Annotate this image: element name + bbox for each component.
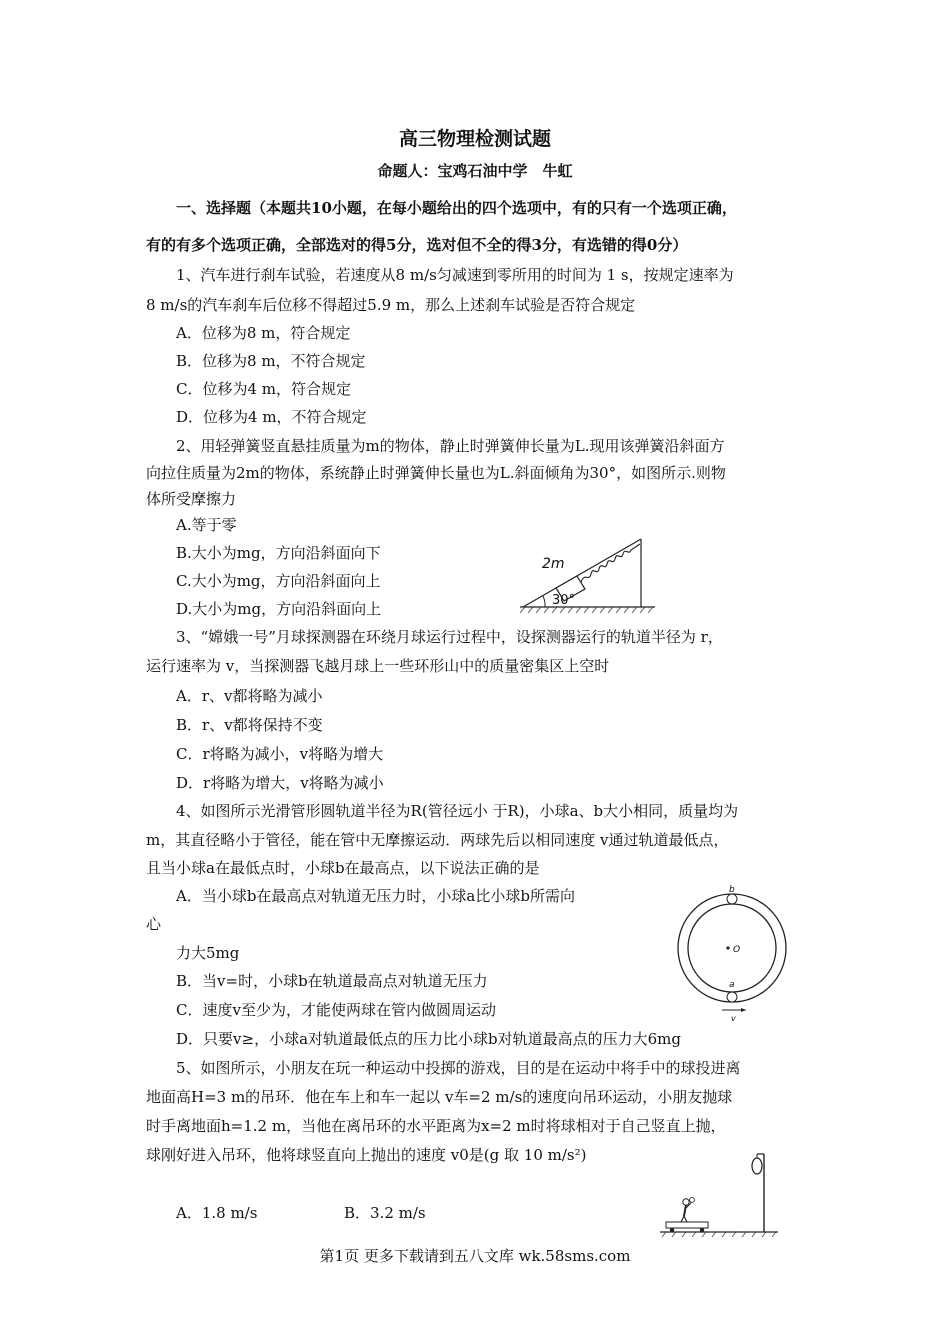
q1-stem-line1: 1、汽车进行刹车试验，若速度从8 m/s匀减速到零所用的时间为 1 s，按规定速率为 [176,266,734,284]
q3-option-a: A．r、v都将略为减小 [176,687,323,705]
q2-option-d: D.大小为mg，方向沿斜面向上 [176,600,382,618]
q2-option-c: C.大小为mg，方向沿斜面向上 [176,572,381,590]
q1-option-c: C．位移为4 m，符合规定 [176,380,352,398]
incline-mass-label: 2m [542,556,565,572]
q4-stem-line3: 且当小球a在最低点时，小球b在最高点，以下说法正确的是 [146,859,540,877]
page-title: 高三物理检测试题 [398,128,551,150]
q4-option-d: D．只要v≥，小球a对轨道最低点的压力比小球b对轨道最高点的压力大6mg [176,1030,681,1048]
q2-stem-line1: 2、用轻弹簧竖直悬挂质量为m的物体，静止时弹簧伸长量为L.现用该弹簧沿斜面方 [176,437,725,455]
q2-stem-line3: 体所受摩擦力 [146,490,237,508]
q2-option-a: A.等于零 [176,516,237,534]
q1-option-a: A．位移为8 m，符合规定 [176,324,351,342]
q3-option-d: D．r将略为增大，v将略为减小 [176,774,384,792]
circular-track-figure [670,883,795,1023]
q5-option-a: A．1.8 m/s [176,1204,258,1222]
q4-option-c: C．速度v至少为，才能使两球在管内做圆周运动 [176,1001,496,1019]
q4-stem-line2: m，其直径略小于管径，能在管中无摩擦运动．两球先后以相同速度 v通过轨道最低点， [146,831,729,849]
track-top-label: b [729,885,735,895]
track-bottom-label: a [729,980,735,990]
q4-option-a-line1: A．当小球b在最高点对轨道无压力时，小球a比小球b所需向 [176,887,575,905]
q2-option-b: B.大小为mg，方向沿斜面向下 [176,544,381,562]
q4-option-a-line3: 力大5mg [176,944,240,962]
q1-stem-line2: 8 m/s的汽车刹车后位移不得超过5.9 m，那么上述刹车试验是否符合规定 [146,296,636,314]
q5-stem-line1: 5、如图所示，小朋友在玩一种运动中投掷的游戏，目的是在运动中将手中的球投进离 [176,1059,741,1077]
q4-option-a-line2: 心 [146,915,162,933]
q1-option-d: D．位移为4 m，不符合规定 [176,408,367,426]
hoop-toss-figure [660,1146,780,1238]
q3-option-c: C．r将略为减小，v将略为增大 [176,745,384,763]
q2-stem-line2: 向拉住质量为2m的物体，系统静止时弹簧伸长量也为L.斜面倾角为30°，如图所示.则物 [146,464,726,482]
track-velocity-label: v [731,1014,736,1023]
q3-stem-line1: 3、“嫦娥一号”月球探测器在环绕月球运行过程中，设探测器运行的轨道半径为 r， [176,628,723,646]
section-heading-line1: 一、选择题（本题共10小题，在每小题给出的四个选项中，有的只有一个选项正确， [176,199,737,217]
q4-option-b: B．当v=时，小球b在轨道最高点对轨道无压力 [176,972,488,990]
q4-stem-line1: 4、如图所示光滑管形圆轨道半径为R(管径远小 于R)，小球a、b大小相同，质量均为 [176,802,739,820]
q3-option-b: B．r、v都将保持不变 [176,716,323,734]
author-line: 命题人：宝鸡石油中学 牛虹 [377,162,573,180]
q5-stem-line3: 时手离地面h=1.2 m，当他在离吊环的水平距离为x=2 m时将球相对于自己竖直上抛， [146,1117,726,1135]
section-heading-line2: 有的有多个选项正确，全部选对的得5分，选对但不全的得3分，有选错的得0分） [146,236,688,254]
incline-angle-label: 30° [552,593,576,608]
track-center-label: O [733,945,741,955]
incline-figure [515,534,660,614]
q5-stem-line4: 球刚好进入吊环，他将球竖直向上抛出的速度 v0是(g 取 10 m/s²) [146,1146,587,1164]
q1-option-b: B．位移为8 m，不符合规定 [176,352,366,370]
q5-stem-line2: 地面高H=3 m的吊环．他在车上和车一起以 v车=2 m/s的速度向吊环运动，小朋友抛球 [146,1088,733,1106]
q3-stem-line2: 运行速率为 v，当探测器飞越月球上一些环形山中的质量密集区上空时 [146,657,610,675]
q5-option-b: B．3.2 m/s [344,1204,426,1222]
page-footer: 第1页 更多下载请到五八文库 wk.58sms.com [319,1247,631,1265]
